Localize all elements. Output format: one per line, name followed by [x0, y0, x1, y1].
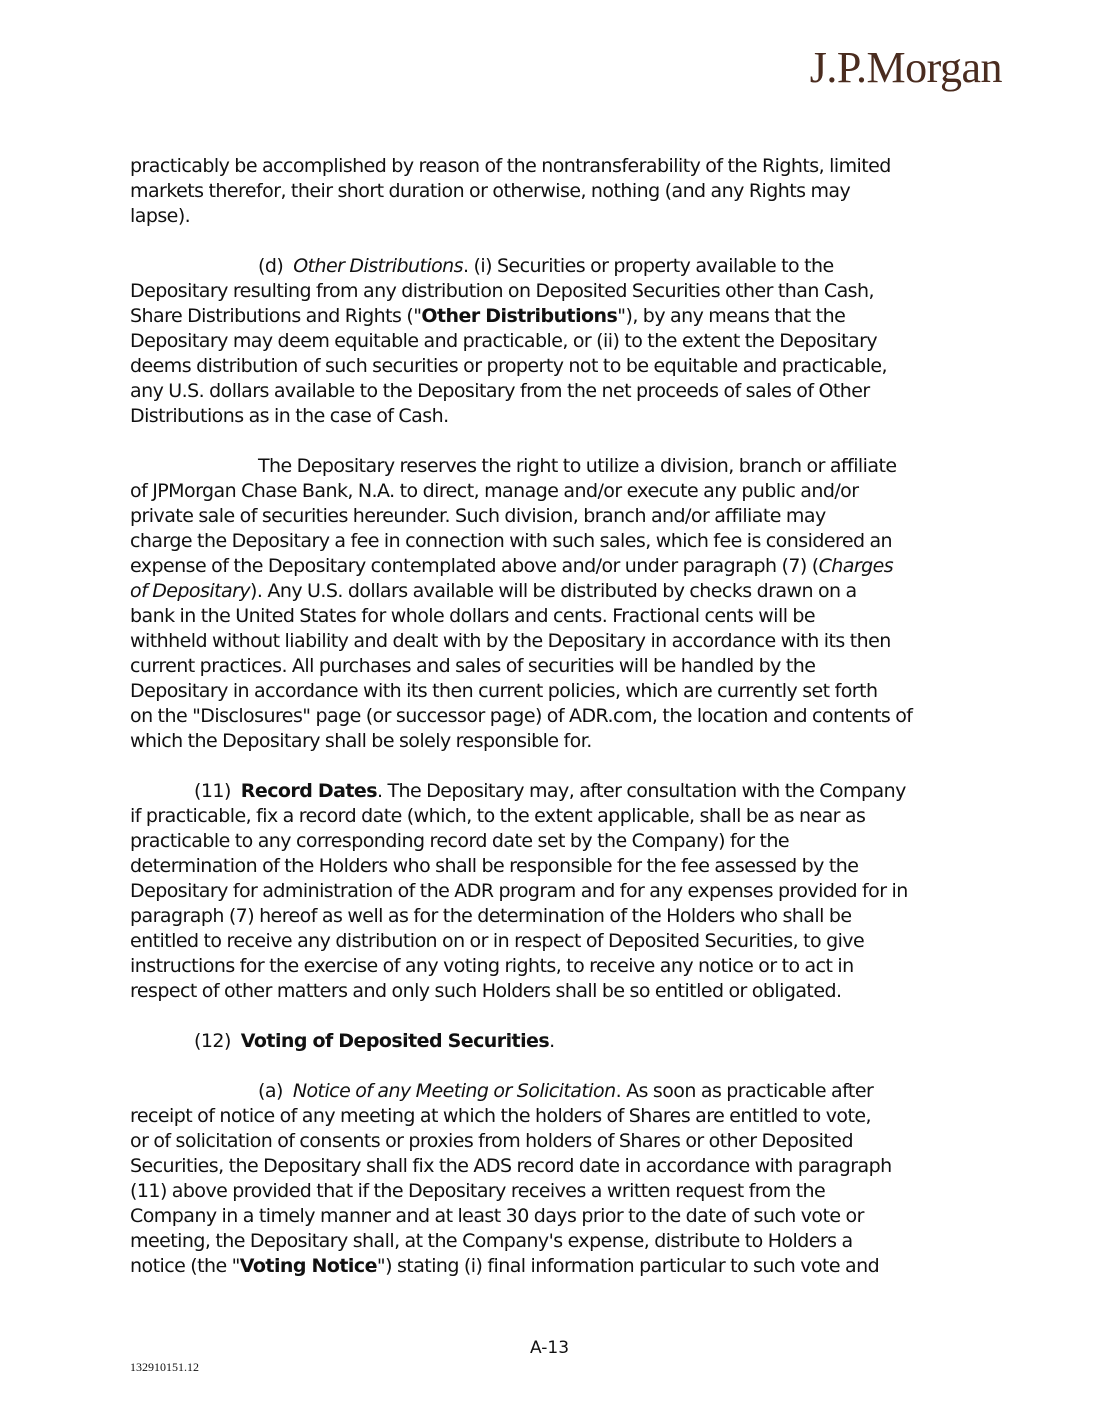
text-line: practicable to any corresponding record date set by the Company) for the	[130, 830, 790, 852]
text-line: on the "Disclosures" page (or successor page) of ADR.com, the location and contents of	[130, 705, 913, 727]
text-line: paragraph (7) hereof as well as for the determination of the Holders who shall be	[130, 905, 852, 927]
text-span: ). Any U.S. dollars available will be distributed by checks drawn on a	[250, 580, 857, 602]
text-line: withheld without liability and dealt with by the Depositary in accordance with its then	[130, 630, 891, 652]
text-span: . The Depositary may, after consultation with the Company	[377, 780, 906, 802]
text-span: expense of the Depositary contemplated above and/or under paragraph (7) (	[130, 555, 819, 577]
text-span: .	[549, 1030, 555, 1052]
text-line: practicably be accomplished by reason of the nontransferability of the Rights, limited	[130, 155, 891, 177]
text-line: charge the Depositary a fee in connection with such sales, which fee is considered an	[130, 530, 893, 552]
text-line: current practices. All purchases and sales of securities will be handled by the	[130, 655, 816, 677]
section-title: Other Distributions	[293, 255, 464, 277]
text-span: . As soon as practicable after	[615, 1080, 874, 1102]
text-line	[130, 1079, 980, 1104]
jpmorgan-logo: J.P.Morgan	[809, 43, 1002, 92]
cross-reference: of Depositary	[130, 580, 251, 602]
paragraph-other-distributions	[130, 254, 980, 429]
cross-reference: Charges	[818, 555, 894, 577]
text-line: determination of the Holders who shall be responsible for the fee assessed by the	[130, 855, 859, 877]
text-line: Securities, the Depositary shall fix the ADS record date in accordance with paragraph	[130, 1155, 892, 1177]
page-number: A-13	[530, 1338, 570, 1358]
text-line: Depositary resulting from any distribution on Deposited Securities other than Cash,	[130, 280, 875, 302]
section-title: Notice of any Meeting or Solicitation	[292, 1080, 616, 1102]
paragraph-record-dates	[130, 779, 980, 1004]
text-line: meeting, the Depositary shall, at the Company's expense, distribute to Holders a	[130, 1230, 853, 1252]
text-line	[130, 779, 980, 804]
text-span: "), by any means that the	[617, 305, 846, 327]
text-line	[130, 579, 980, 604]
text-line: Depositary in accordance with its then current policies, which are currently set forth	[130, 680, 878, 702]
text-line: of JPMorgan Chase Bank, N.A. to direct, manage and/or execute any public and/or	[130, 480, 859, 502]
text-line: markets therefor, their short duration or otherwise, nothing (and any Rights may	[130, 180, 851, 202]
text-line: if practicable, fix a record date (which, to the extent applicable, shall be as near as	[130, 805, 866, 827]
text-span: notice (the "	[130, 1255, 240, 1277]
text-line: Distributions as in the case of Cash.	[130, 405, 449, 427]
text-span: . (i) Securities or property available to the	[463, 255, 834, 277]
document-id: 132910151.12	[130, 1360, 199, 1374]
text-line: Company in a timely manner and at least 30 days prior to the date of such vote or	[130, 1205, 864, 1227]
section-label: (d)	[258, 255, 284, 277]
text-line: lapse).	[130, 205, 191, 227]
text-line	[130, 254, 980, 279]
text-span: ") stating (i) final information particular to such vote and	[376, 1255, 880, 1277]
defined-term: Voting Notice	[239, 1255, 377, 1277]
text-line: Depositary for administration of the ADR program and for any expenses provided for in	[130, 880, 908, 902]
heading-voting-of-deposited-securities	[130, 1029, 980, 1054]
document-body	[130, 154, 980, 1279]
text-line: any U.S. dollars available to the Depositary from the net proceeds of sales of Other	[130, 380, 870, 402]
section-label: (a)	[258, 1080, 283, 1102]
text-line: private sale of securities hereunder. Such division, branch and/or affiliate may	[130, 505, 826, 527]
paragraph-rights-continuation	[130, 154, 980, 229]
text-line	[130, 304, 980, 329]
defined-term: Other Distributions	[421, 305, 618, 327]
text-line: The Depositary reserves the right to utilize a division, branch or affiliate	[258, 455, 897, 477]
text-line: or of solicitation of consents or proxies from holders of Shares or other Deposited	[130, 1130, 853, 1152]
text-line: instructions for the exercise of any voting rights, to receive any notice or to act in	[130, 955, 854, 977]
text-line: deems distribution of such securities or property not to be equitable and practicable,	[130, 355, 888, 377]
text-line: (11) above provided that if the Depositary receives a written request from the	[130, 1180, 826, 1202]
section-title: Voting of Deposited Securities	[240, 1030, 550, 1052]
text-line: entitled to receive any distribution on or in respect of Deposited Securities, to give	[130, 930, 865, 952]
text-span: Share Distributions and Rights ("	[130, 305, 422, 327]
paragraph-notice-of-meeting	[130, 1079, 980, 1279]
paragraph-depositary-reserves	[130, 454, 980, 754]
text-line: Depositary may deem equitable and practicable, or (ii) to the extent the Depositary	[130, 330, 878, 352]
text-line: respect of other matters and only such Holders shall be so entitled or obligated.	[130, 980, 842, 1002]
text-line: receipt of notice of any meeting at which the holders of Shares are entitled to vote,	[130, 1105, 872, 1127]
text-line: bank in the United States for whole dollars and cents. Fractional cents will be	[130, 605, 816, 627]
section-label: (12)	[194, 1030, 231, 1052]
text-line	[130, 554, 980, 579]
section-title: Record Dates	[240, 780, 377, 802]
text-line	[130, 1029, 980, 1054]
section-label: (11)	[194, 780, 231, 802]
text-line: which the Depositary shall be solely responsible for.	[130, 730, 592, 752]
text-line	[130, 1254, 980, 1279]
